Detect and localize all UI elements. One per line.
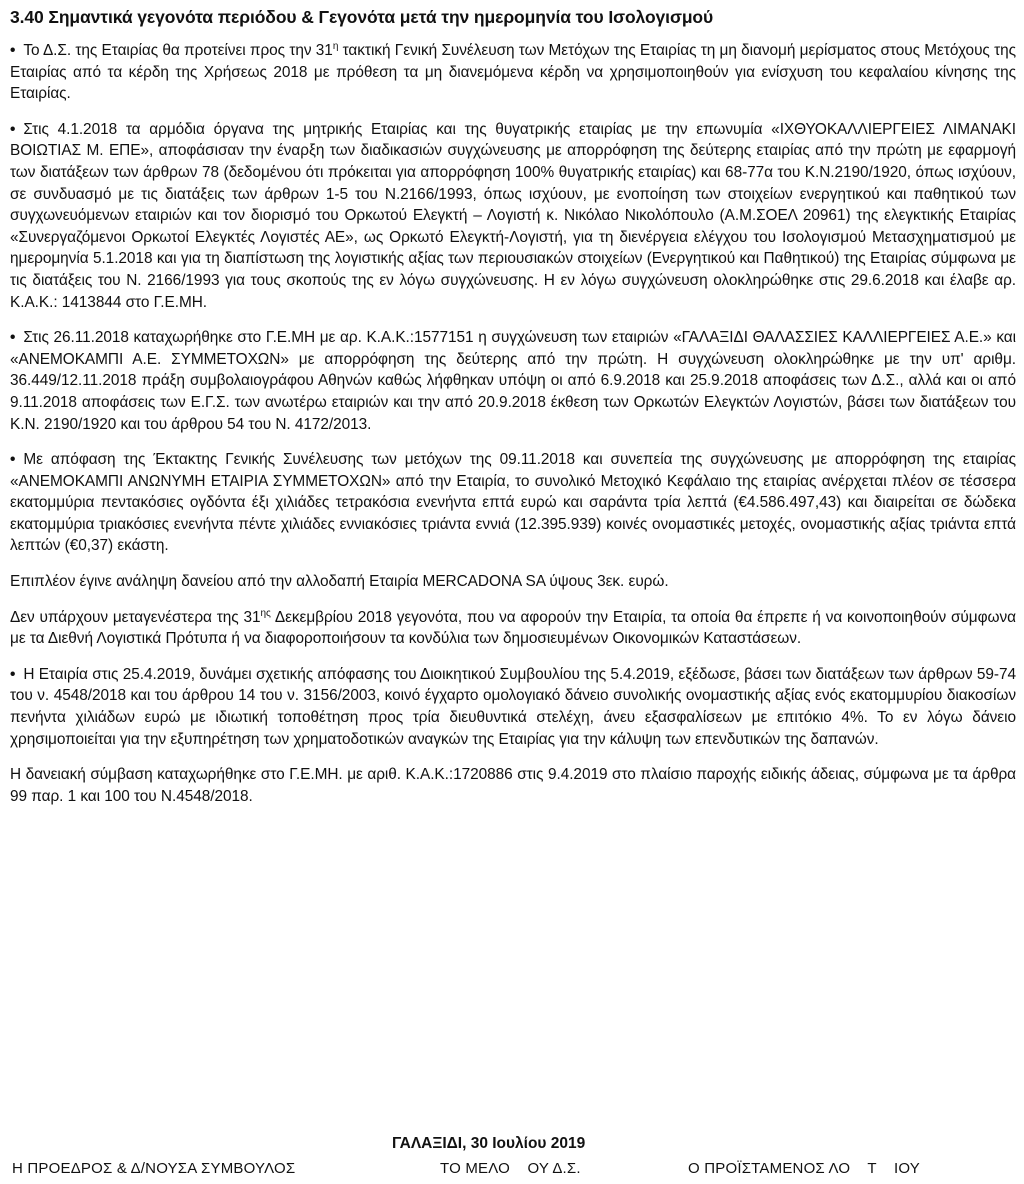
paragraph-loan-mercadona (10, 571, 1016, 593)
paragraph-dividend (10, 40, 1016, 105)
signature-board-member: ΤΟ ΜΕΛΟ ΟΥ Δ.Σ. (440, 1160, 581, 1177)
superscript: η (332, 40, 339, 52)
paragraph-merger-anemokampi (10, 327, 1016, 435)
paragraph-merger-limanaki (10, 119, 1016, 313)
paragraph-text: Το Δ.Σ. της Εταιρίας θα προτείνει προς την 31 (23, 42, 333, 59)
paragraph-text: Η Εταιρία στις 25.4.2019, δυνάμει σχετικής απόφασης του Διοικητικού Συμβουλίου της 5.4.2019, εξέδωσε, βάσει των διατάξεων των άρθρων 59-74 του ν. 4548/2018 και του άρθρου 14 του ν. 3156/2003, κοινό έγχαρτο ομολογιακό δάνειο συνολικής ονομαστικής αξίας ενός εκατομμυρίου διακοσίων πενήντα χιλιάδων ευρώ με ιδιωτική τοποθέτηση προς τρία διευθυντικά στελέχη, άνευ εξασφαλίσεων με επιτόκιο 4%. Το εν λόγω δάνειο χρησιμοποιείται για την εξυπηρέτηση των χρηματοδοτικών αναγκών της Εταιρίας για την κάλυψη των επενδυτικών της δαπανών. (10, 665, 1016, 748)
superscript: ης (260, 607, 271, 619)
paragraph-bond-loan (10, 664, 1016, 750)
paragraph-text: Δεκεμβρίου 2018 γεγονότα, που να αφορούν την Εταιρία, τα οποία θα έπρεπε ή να κοινοποιηθούν σύμφωνα με τα Διεθνή Λογιστικά Πρότυπα ή να διαφοροποιήσουν τα κονδύλια των δημοσιευμένων Οικονομικών Καταστάσεων. (10, 608, 1016, 648)
paragraph-text: τακτική Γενική Συνέλευση των Μετόχων της Εταιρίας τη μη διανομή μερίσματος στους Μετόχους της Εταιρίας από τα κέρδη της Χρήσεως 2018 με πρόθεση τα μη διανεμόμενα κέρδη να χρησιμοποιηθούν για ενίσχυση του κεφαλαίου κίνησης της Εταιρίας. (10, 42, 1016, 103)
section-heading: 3.40 Σημαντικά γεγονότα περιόδου & Γεγονότα μετά την ημερομηνία του Ισολογισμού (10, 7, 714, 27)
paragraph-loan-registration (10, 764, 1016, 807)
signature-chair: Η ΠΡΟΕΔΡΟΣ & Δ/ΝΟΥΣΑ ΣΥΜΒΟΥΛΟΣ (12, 1160, 296, 1177)
paragraph-text: Επιπλέον έγινε ανάληψη δανείου από την αλλοδαπή Εταιρία MERCADONA SA ύψους 3εκ. ευρώ. (10, 573, 669, 591)
paragraph-text: Δεν υπάρχουν μεταγενέστερα της 31 (10, 608, 261, 626)
paragraph-subsequent-events (10, 607, 1016, 650)
paragraph-text: Στις 4.1.2018 τα αρμόδια όργανα της μητρικής Εταιρίας και της θυγατρικής εταιρίας με την επωνυμία «ΙΧΘΥΟΚΑΛΛΙΕΡΓΕΙΕΣ ΛΙΜΑΝΑΚΙ ΒΟΙΩΤΙΑΣ Μ. ΕΠΕ», αποφάσισαν την έναρξη των διαδικασιών συγχώνευσης με απορρόφηση της δεύτερης εταιρίας από την πρώτη με εφαρμογή των διατάξεων των άρθρων 78 (δεδομένου ότι πρόκειται για απορρόφηση 100% θυγατρικής εταιρίας) και 68-77α του Κ.Ν.2190/1920, όπως ισχύουν, σε συνδυασμό με τις διατάξεις των άρθρων 1-5 του Ν.2166/1993, όπως ισχύουν, με ενοποίηση των στοιχείων ενεργητικού και παθητικού των συγχωνευόμενων εταιριών και τον διορισμό του Ορκωτού Ελεγκτή – Λογιστή κ. Νικόλαο Νικολόπουλο (Α.Μ.ΣΟΕΛ 20961) της ελεγκτικής Εταιρίας «Συνεργαζόμενοι Ορκωτοί Ελεγκτές Λογιστές ΑΕ», ως Ορκωτό Ελεγκτή-Λογιστή, για τη διενέργεια ελέγχου του Ισολογισμού Μετασχηματισμού με ημερομηνία 5.1.2018 και για τη διαπίστωση της λογιστικής αξίας των περιουσιακών στοιχείων (Ενεργητικού και Παθητικού) της Εταιρίας σύμφωνα με τις διατάξεις του Ν. 2166/1993 για τους σκοπούς της εν λόγω συγχώνευσης. Η εν λόγω συγχώνευση ολοκληρώθηκε στις 29.6.2018 και έλαβε αρ. Κ.Α.Κ.: 1413844 στο Γ.Ε.ΜΗ. (10, 120, 1016, 311)
paragraph-share-capital (10, 449, 1016, 557)
paragraph-text: Με απόφαση της Έκτακτης Γενικής Συνέλευσης των μετόχων της 09.11.2018 και συνεπεία της συγχώνευσης με απορρόφηση της εταιρίας «ΑΝΕΜΟΚΑΜΠΙ ΑΝΩΝΥΜΗ ΕΤΑΙΡΙΑ ΣΥΜΜΕΤΟΧΩΝ» από την Εταιρία, το συνολικό Μετοχικό Κεφάλαιο της εταιρίας ανέρχεται πλέον σε τέσσερα εκατομμύρια πεντακόσιες ογδόντα έξι χιλιάδες τετρακόσια ενενήντα επτά ευρώ και σαράντα τρία λεπτά (€4.586.497,43) και διαιρείται σε δώδεκα εκατομμύρια τριακόσιες ενενήντα πέντε χιλιάδες εννιακόσιες τριάντα εννιά (12.395.939) κοινές ονομαστικές μετοχές, ονομαστικής αξίας τριάντα επτά λεπτών (€0,37) εκάστη. (10, 451, 1016, 555)
footer-date: ΓΑΛΑΞΙΔΙ, 30 Ιουλίου 2019 (392, 1135, 586, 1152)
signature-accounting-head: Ο ΠΡΟΪΣΤΑΜΕΝΟΣ ΛΟ Τ ΙΟΥ (688, 1160, 920, 1177)
paragraph-text: Στις 26.11.2018 καταχωρήθηκε στο Γ.Ε.ΜΗ με αρ. Κ.Α.Κ.:1577151 η συγχώνευση των εταιριών «ΓΑΛΑΞΙΔΙ ΘΑΛΑΣΣΙΕΣ ΚΑΛΛΙΕΡΓΕΙΕΣ Α.Ε.» και «ΑΝΕΜΟΚΑΜΠΙ Α.Ε. ΣΥΜΜΕΤΟΧΩΝ» με απορρόφηση της δεύτερης από την πρώτη. Η συγχώνευση ολοκληρώθηκε με την υπ' αριθμ. 36.449/12.11.2018 πράξη συμβολαιογράφου Αθηνών καθώς λήφθηκαν υπόψη οι από 6.9.2018 και 25.9.2018 αποφάσεις των Δ.Σ., αλλά και οι από 9.11.2018 αποφάσεις των Ε.Γ.Σ. των ανωτέρω εταιριών και την από 20.9.2018 έκθεση των Ορκωτών Ελεγκτών Λογιστών, βάσει των διατάξεων του Κ.Ν. 2190/1920 και του άρθρου 54 του Ν. 4172/2013. (10, 329, 1016, 433)
paragraph-text: Η δανειακή σύμβαση καταχωρήθηκε στο Γ.Ε.ΜΗ. με αριθ. Κ.Α.Κ.:1720886 στις 9.4.2019 στο πλαίσιο παροχής ειδικής άδειας, σύμφωνα με τα άρθρα 99 παρ. 1 και 100 του Ν.4548/2018. (10, 766, 1016, 805)
